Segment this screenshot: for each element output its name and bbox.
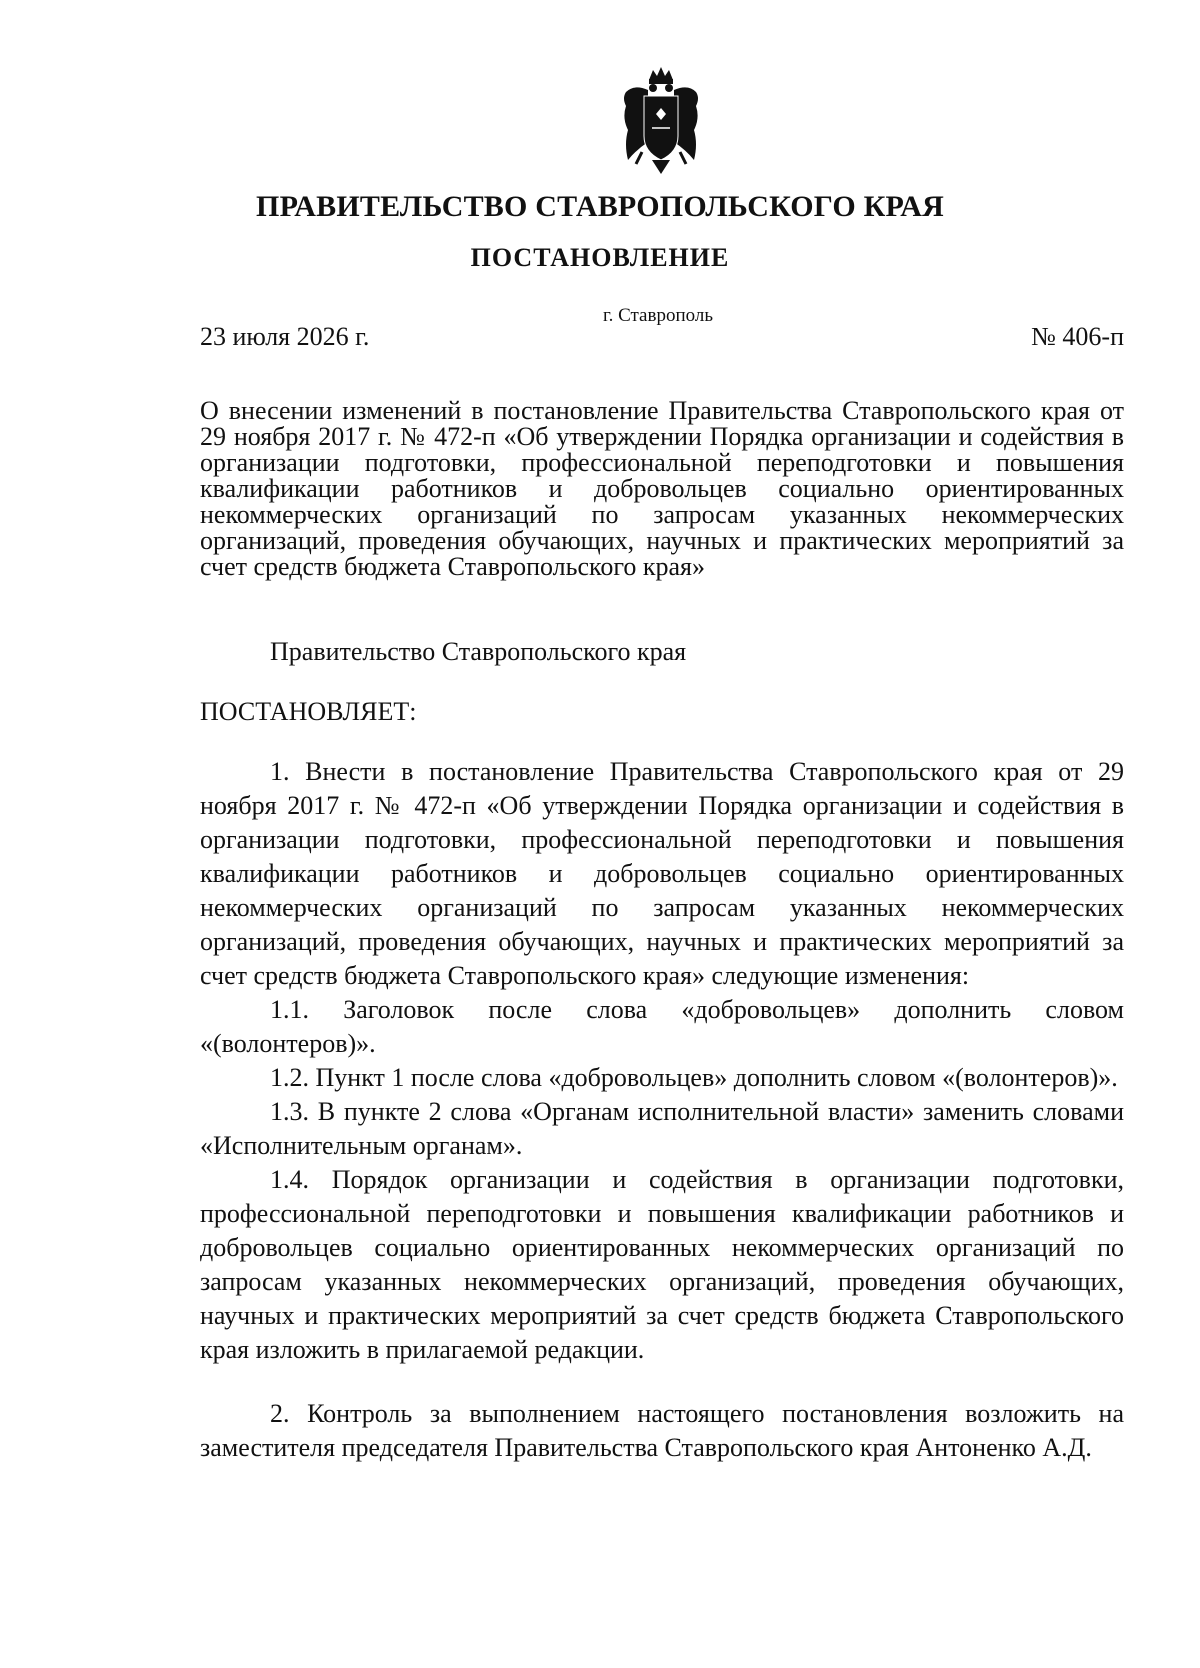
organization-title: ПРАВИТЕЛЬСТВО СТАВРОПОЛЬСКОГО КРАЯ	[256, 190, 944, 223]
clause-1-4: 1.4. Порядок организации и содействия в организации подготовки, профессиональной переподготовки и повышения квалификации работников и добровольцев социально ориентированных некоммерческих организаций по запросам указанных некоммерческих организаций, проведения обучающих, научных и практических мероприятий за счет средств бюджета Ставропольского края изложить в прилагаемой редакции.	[200, 1165, 1124, 1364]
clause-1: 1. Внести в постановление Правительства Ставропольского края от 29 ноября 2017 г. № 472-п «Об утверждении Порядка организации и содействия в организации подготовки, профессиональной переподготовки и повышения квалификации работников и добровольцев социально ориентированных некоммерческих организаций по запросам указанных некоммерческих организаций, проведения обучающих, научных и практических мероприятий за счет средств бюджета Ставропольского края» следующие изменения:	[200, 757, 1124, 990]
decree-word: ПОСТАНОВЛЯЕТ:	[200, 697, 417, 726]
stavropol-krai-coat-of-arms-icon	[622, 64, 700, 176]
clause-1-1: 1.1. Заголовок после слова «добровольцев» дополнить словом «(волонтеров)».	[200, 995, 1124, 1058]
clause-2: 2. Контроль за выполнением настоящего постановления возложить на заместителя председателя Правительства Ставропольского края Антоненко А.Д.	[200, 1399, 1124, 1462]
document-body	[200, 755, 1124, 1465]
document-date: 23 июля 2026 г.	[200, 322, 370, 351]
clause-1-2: 1.2. Пункт 1 после слова «добровольцев» дополнить словом «(волонтеров)».	[270, 1063, 1118, 1092]
document-subject: О внесении изменений в постановление Правительства Ставропольского края от 29 ноября 2017 г. № 472-п «Об утверждении Порядка организации и содействия в организации подготовки, профессиональной переподготовки и повышения квалификации работников и добровольцев социально ориентированных некоммерческих организаций по запросам указанных некоммерческих организаций, проведения обучающих, научных и практических мероприятий за счет средств бюджета Ставропольского края»	[200, 396, 1124, 581]
intro-line: Правительство Ставропольского края	[270, 637, 687, 666]
clause-1-3: 1.3. В пункте 2 слова «Органам исполнительной власти» заменить словами «Исполнительным органам».	[200, 1097, 1124, 1160]
document-city: г. Ставрополь	[602, 305, 714, 326]
document-number: № 406-п	[1031, 322, 1124, 351]
document-type: ПОСТАНОВЛЕНИЕ	[470, 243, 730, 272]
